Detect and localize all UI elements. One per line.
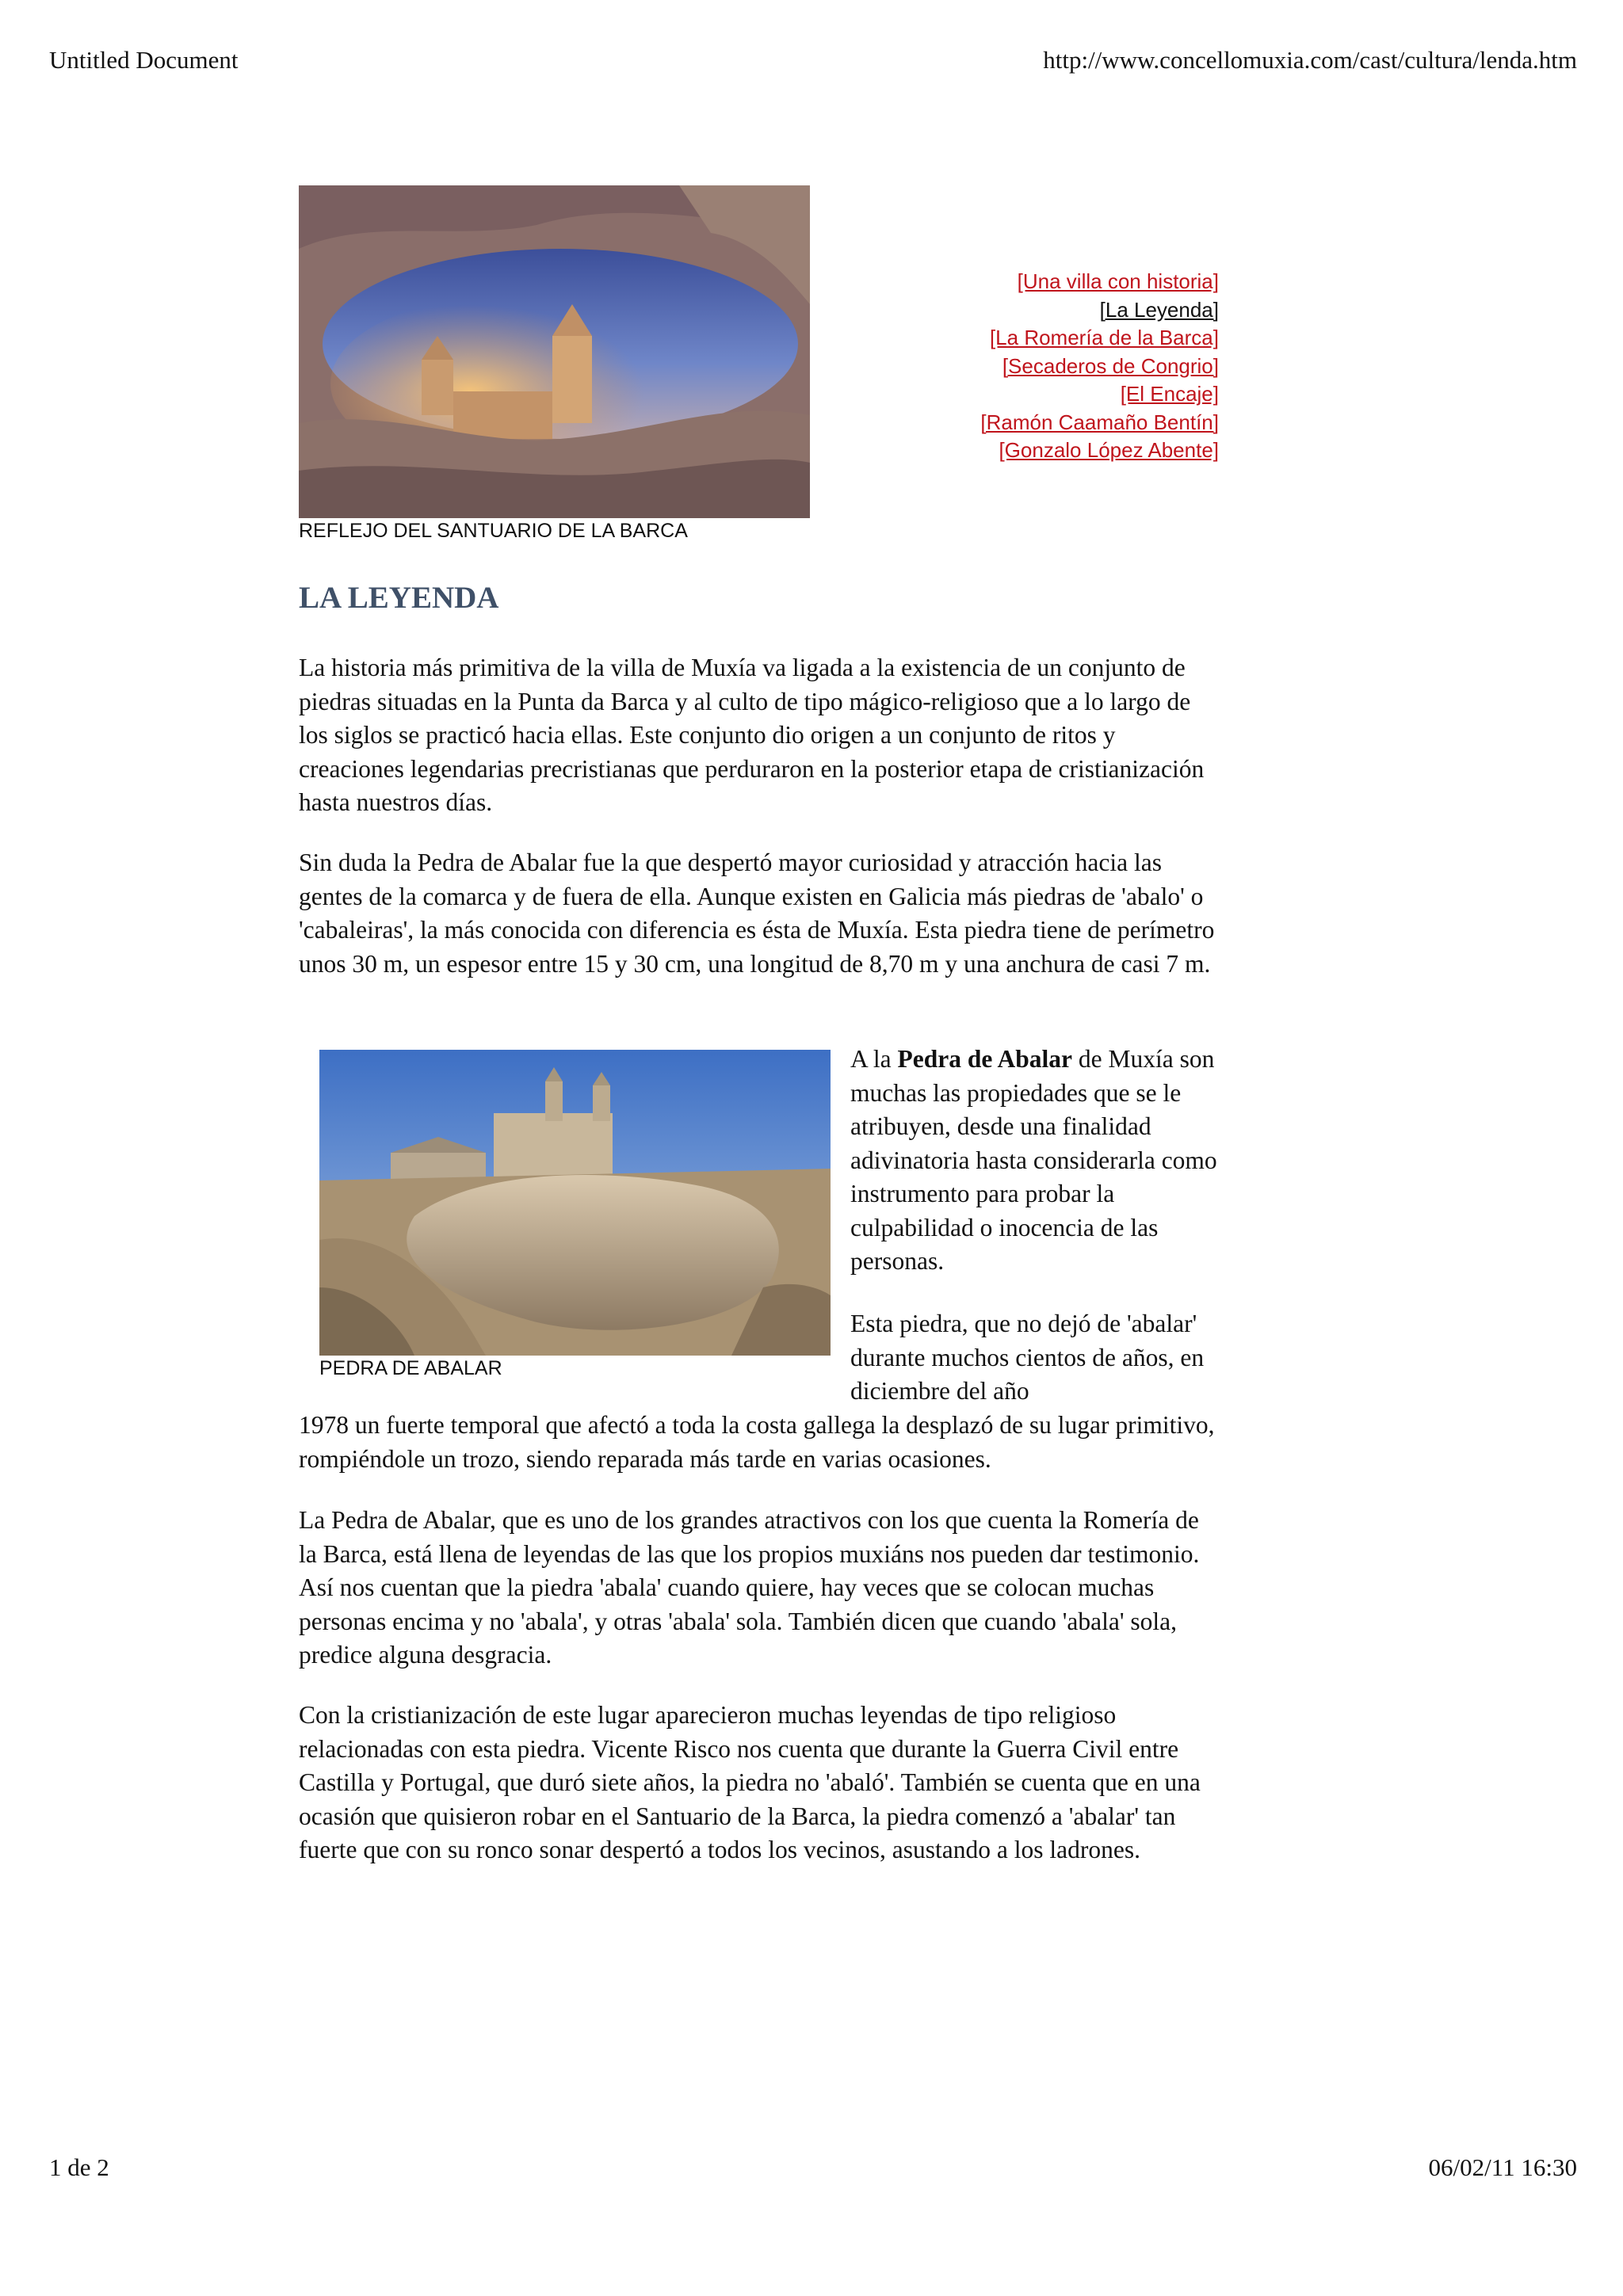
section-nav	[980, 268, 1219, 465]
document-title: Untitled Document	[49, 46, 239, 74]
nav-link-romeria[interactable]: [La Romería de la Barca]	[989, 326, 1219, 349]
page-number: 1 de 2	[49, 2153, 109, 2181]
page-url: http://www.concellomuxia.com/cast/cultura/lenda.htm	[1043, 46, 1577, 74]
article-paragraph: La historia más primitiva de la villa de Muxía va ligada a la existencia de un conjunto de piedras situadas en la Punta da Barca y al culto de tipo mágico-religioso que a lo largo de los siglos se practicó hacia ellas. Este conjunto dio origen a un conjunto de ritos y creaciones legendarias precristianas que perduraron en la posterior etapa de cristianización hasta nuestros días.	[299, 654, 1205, 816]
text-run: A la	[850, 1045, 898, 1073]
nav-link-la-leyenda[interactable]: [La Leyenda]	[1099, 297, 1219, 322]
emphasis-pedra-de-abalar: Pedra de Abalar	[897, 1045, 1072, 1073]
print-datetime: 06/02/11 16:30	[1428, 2153, 1577, 2181]
nav-link-ramon-caamano[interactable]: [Ramón Caamaño Bentín]	[980, 410, 1219, 434]
article-paragraph	[850, 1043, 1223, 1279]
nav-link-gonzalo-lopez[interactable]: [Gonzalo López Abente]	[999, 438, 1219, 462]
pedra-de-abalar-photo	[319, 1050, 831, 1356]
article-paragraph: 1978 un fuerte temporal que afectó a toda la costa gallega la desplazó de su lugar primitivo, rompiéndole un trozo, siendo reparada más tarde en varias ocasiones.	[299, 1411, 1215, 1473]
text-run: de Muxía son muchas las propiedades que se le atribuyen, desde una finalidad adivinatoria hasta considerarla como instrumento para probar la culpabilidad o inocencia de las personas.	[850, 1045, 1217, 1275]
photo-caption: PEDRA DE ABALAR	[319, 1357, 502, 1379]
article-paragraph: Sin duda la Pedra de Abalar fue la que despertó mayor curiosidad y atracción hacia las gentes de la comarca y de fuera de ella. Aunque existen en Galicia más piedras de 'abalo' o 'cabaleiras', la más conocida con diferencia es ésta de Muxía. Esta piedra tiene de perímetro unos 30 m, un espesor entre 15 y 30 cm, una longitud de 8,70 m y una anchura de casi 7 m.	[299, 849, 1215, 978]
nav-link-una-villa[interactable]: [Una villa con historia]	[1017, 269, 1219, 293]
nav-link-encaje[interactable]: [El Encaje]	[1120, 382, 1219, 406]
article-paragraph: Esta piedra, que no dejó de 'abalar' durante muchos cientos de años, en diciembre del año	[850, 1310, 1205, 1405]
article-paragraph: Con la cristianización de este lugar aparecieron muchas leyendas de tipo religioso relacionadas con esta piedra. Vicente Risco nos cuenta que durante la Guerra Civil entre Castilla y Portugal, que duró siete años, la piedra no 'abaló'. También se cuenta que en una ocasión que quisieron robar en el Santuario de la Barca, la piedra comenzó a 'abalar' tan fuerte que con su ronco sonar despertó a todos los vecinos, asustando a los ladrones.	[299, 1701, 1201, 1863]
sanctuary-reflection-photo	[299, 185, 810, 518]
photo-caption: REFLEJO DEL SANTUARIO DE LA BARCA	[299, 520, 688, 542]
article-title: LA LEYENDA	[299, 581, 499, 615]
nav-link-secaderos[interactable]: [Secaderos de Congrio]	[1002, 353, 1219, 378]
article-paragraph: La Pedra de Abalar, que es uno de los grandes atractivos con los que cuenta la Romería de la Barca, está llena de leyendas de las que los propios muxiáns nos pueden dar testimonio. Así nos cuentan que la piedra 'abala' cuando quiere, hay veces que se colocan muchas personas encima y no 'abala', y otras 'abala' sola. También dicen que cuando 'abala' sola, predice alguna desgracia.	[299, 1506, 1200, 1669]
